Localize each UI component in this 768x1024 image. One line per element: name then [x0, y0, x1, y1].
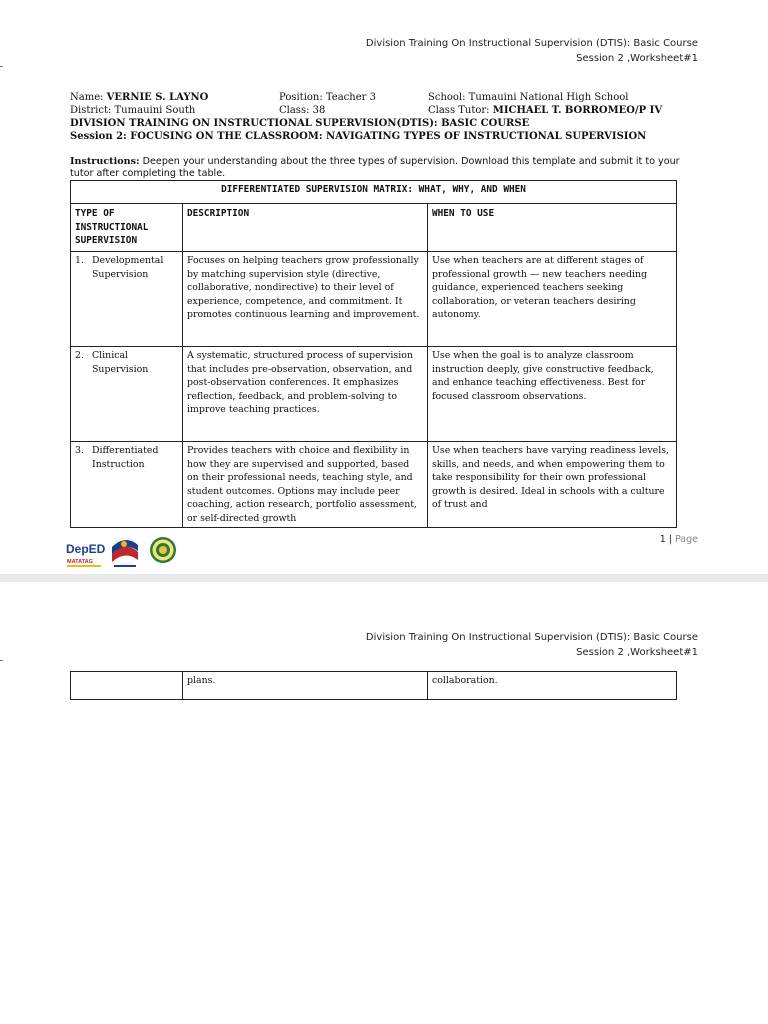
description-cell: Provides teachers with choice and flexibility in how they are supervised and supported, based on their professional needs, teaching style, and student outcomes. Options may include peer coaching, action research, portfolio assessment, or self-directed growth [183, 442, 428, 528]
table-row [71, 672, 677, 700]
bagong-pilipinas-logo [112, 538, 138, 567]
type-cell: 2. Clinical Supervision [71, 347, 183, 442]
table-row [71, 442, 677, 528]
margin-mark [0, 660, 3, 661]
course-title: DIVISION TRAINING ON INSTRUCTIONAL SUPERVISION(DTIS): BASIC COURSE [70, 118, 530, 129]
when-cell: Use when teachers have varying readiness levels, skills, and needs, and when empowering them to take responsibility for their own professional growth is desired. Ideal in schools with a culture of trust and [428, 442, 677, 528]
school-field: School: Tumauini National High School [428, 92, 629, 103]
page-number: 1 | Page [659, 534, 698, 545]
participant-info [70, 91, 710, 143]
column-header-type: TYPE OF INSTRUCTIONAL SUPERVISION [71, 204, 183, 252]
table-row [71, 252, 677, 347]
instructions-text: Deepen your understanding about the three types of supervision. Download this template and submit it to your tutor after completing the table. [70, 156, 680, 179]
description-cell: plans. [183, 672, 428, 700]
type-cell: 1. Developmental Supervision [71, 252, 183, 347]
page-header [366, 36, 698, 66]
footer-logos [64, 532, 184, 572]
instructions [70, 156, 700, 180]
type-cell: 3. Differentiated Instruction [71, 442, 183, 528]
name-field: Name: VERNIE S. LAYNO [70, 92, 209, 103]
header-session: Session 2 ,Worksheet#1 [576, 53, 698, 64]
tutor-field: Class Tutor: MICHAEL T. BORROMEO/P IV [428, 105, 663, 116]
class-field: Class: 38 [279, 105, 326, 116]
position-field: Position: Teacher 3 [279, 92, 376, 103]
type-cell [71, 672, 183, 700]
header-session: Session 2 ,Worksheet#1 [576, 647, 698, 658]
header-course-title: Division Training On Instructional Supervision (DTIS): Basic Course [365, 38, 698, 49]
tutor-value: MICHAEL T. BORROMEO/P IV [492, 105, 663, 116]
session-title: Session 2: FOCUSING ON THE CLASSROOM: NAVIGATING TYPES OF INSTRUCTIONAL SUPERVISION [70, 131, 647, 142]
margin-mark [0, 66, 3, 67]
description-cell: A systematic, structured process of supervision that includes pre-observation, observation, and post-observation conferences. It emphasizes reflection, feedback, and problem-solving to improve teaching practices. [183, 347, 428, 442]
when-cell: Use when teachers are at different stages of professional growth — new teachers needing guidance, experienced teachers seeking collaboration, or veteran teachers desiring autonomy. [428, 252, 677, 347]
page-header [366, 630, 698, 660]
name-value: VERNIE S. LAYNO [106, 92, 209, 103]
instructions-label: Instructions: [70, 156, 140, 167]
column-header-when: WHEN TO USE [428, 204, 677, 252]
district-field: District: Tumauini South [70, 105, 196, 116]
document-page-2 [0, 582, 768, 1024]
deped-logo [64, 532, 184, 572]
svg-text:DepED: DepED [66, 542, 106, 556]
supervision-matrix-table-continued [70, 671, 677, 700]
when-cell: Use when the goal is to analyze classroom instruction deeply, give constructive feedback, and enhance teaching effectiveness. Best for focused classroom observations. [428, 347, 677, 442]
column-header-description: DESCRIPTION [183, 204, 428, 252]
supervision-matrix-table [70, 180, 677, 528]
table-row [71, 347, 677, 442]
svg-text:MATATAG: MATATAG [67, 559, 93, 565]
description-cell: Focuses on helping teachers grow professionally by matching supervision style (directive, collaborative, nondirective) to their level of experience, competence, and commitment. It promotes continuous learning and improvement. [183, 252, 428, 347]
school-seal-logo [150, 537, 176, 563]
when-cell: collaboration. [428, 672, 677, 700]
table-title: DIFFERENTIATED SUPERVISION MATRIX: WHAT, WHY, AND WHEN [71, 181, 677, 204]
header-course-title: Division Training On Instructional Supervision (DTIS): Basic Course [365, 632, 698, 643]
